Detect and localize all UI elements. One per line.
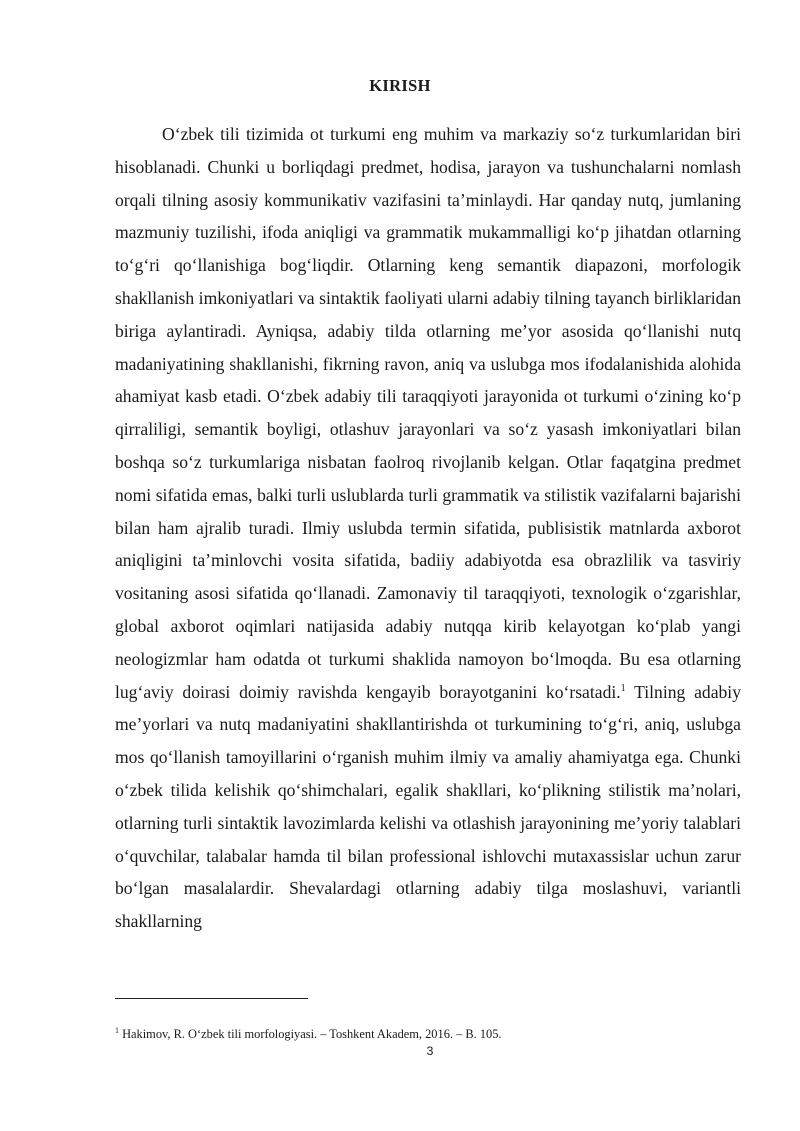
paragraph-text-part1: Oʻzbek tili tizimida ot turkumi eng muhim va markaziy soʻz turkumlaridan biri hisoblanadi. Chunki u borliqdagi predmet, hodisa, jarayon va tushunchalarni nomlash orqali tilning asosiy kommunikativ vazifasini taʼminlaydi. Har qanday nutq, jumlaning mazmuniy tuzilishi, ifoda aniqligi va grammatik mukammalligi koʻp jihatdan otlarning toʻgʻri qoʻllanishiga bogʻliqdir. Otlarning keng semantik diapazoni, morfologik shakllanish imkoniyatlari va sintaktik faoliyati ularni adabiy tilning tayanch birliklaridan biriga aylantiradi. Ayniqsa, adabiy tilda otlarning meʼyor asosida qoʻllanishi nutq madaniyatining shakllanishi, fikrning ravon, aniq va uslubga mos ifodalanishida alohida ahamiyat kasb etadi. Oʻzbek adabiy tili taraqqiyoti jarayonida ot turkumi oʻzining koʻp qirraliligi, semantik boyligi, otlashuv jarayonlari va soʻz yasash imkoniyatlari bilan boshqa soʻz turkumlariga nisbatan faolroq rivojlanib kelgan. Otlar faqatgina predmet nomi sifatida emas, balki turli uslublarda turli grammatik va stilistik vazifalarni bajarishi bilan ham ajralib turadi. Ilmiy uslubda termin sifatida, publisistik matnlarda axborot aniqligini taʼminlovchi vosita sifatida, badiiy adabiyotda esa obrazlilik va tasviriy vositaning asosi sifatida qoʻllanadi. Zamonaviy til taraqqiyoti, texnologik oʻzgarishlar, global axborot oqimlari natijasida adabiy nutqqa kirib kelayotgan koʻplab yangi neologizmlar ham odatda ot turkumi shaklida namoyon boʻlmoqda. Bu esa otlarning lugʻaviy doirasi doimiy ravishda kengayib borayotganini koʻrsatadi. [115,124,741,702]
footnote-separator [115,998,308,999]
footnote [115,1027,502,1042]
footnote-reference[interactable]: 1 [620,682,626,694]
footnote-text: Hakimov, R. Oʻzbek tili morfologiyasi. – Toshkent Akadem, 2016. – B. 105. [119,1027,502,1041]
paragraph-text-part2: Tilning adabiy meʼyorlari va nutq madaniyatini shakllantirishda ot turkumining toʻgʻri, aniq, uslubga mos qoʻllanish tamoyillarini oʻrganish muhim ilmiy va amaliy ahamiyatga ega. Chunki oʻzbek tilida kelishik qoʻshimchalari, egalik shakllari, koʻplikning stilistik maʼnolari, otlarning turli sintaktik lavozimlarda kelishi va otlashish jarayonining meʼyoriy talablari oʻquvchilar, talabalar hamda til bilan professional ishlovchi mutaxassislar uchun zarur boʻlgan masalalardir. Shevalardagi otlarning adabiy tilga moslashuvi, variantli shakllarning [115,681,741,932]
body-paragraph [115,118,741,938]
footnote-mark: 1 [115,1025,119,1035]
page-number: 3 [426,1044,434,1058]
section-heading: KIRISH [369,76,431,95]
